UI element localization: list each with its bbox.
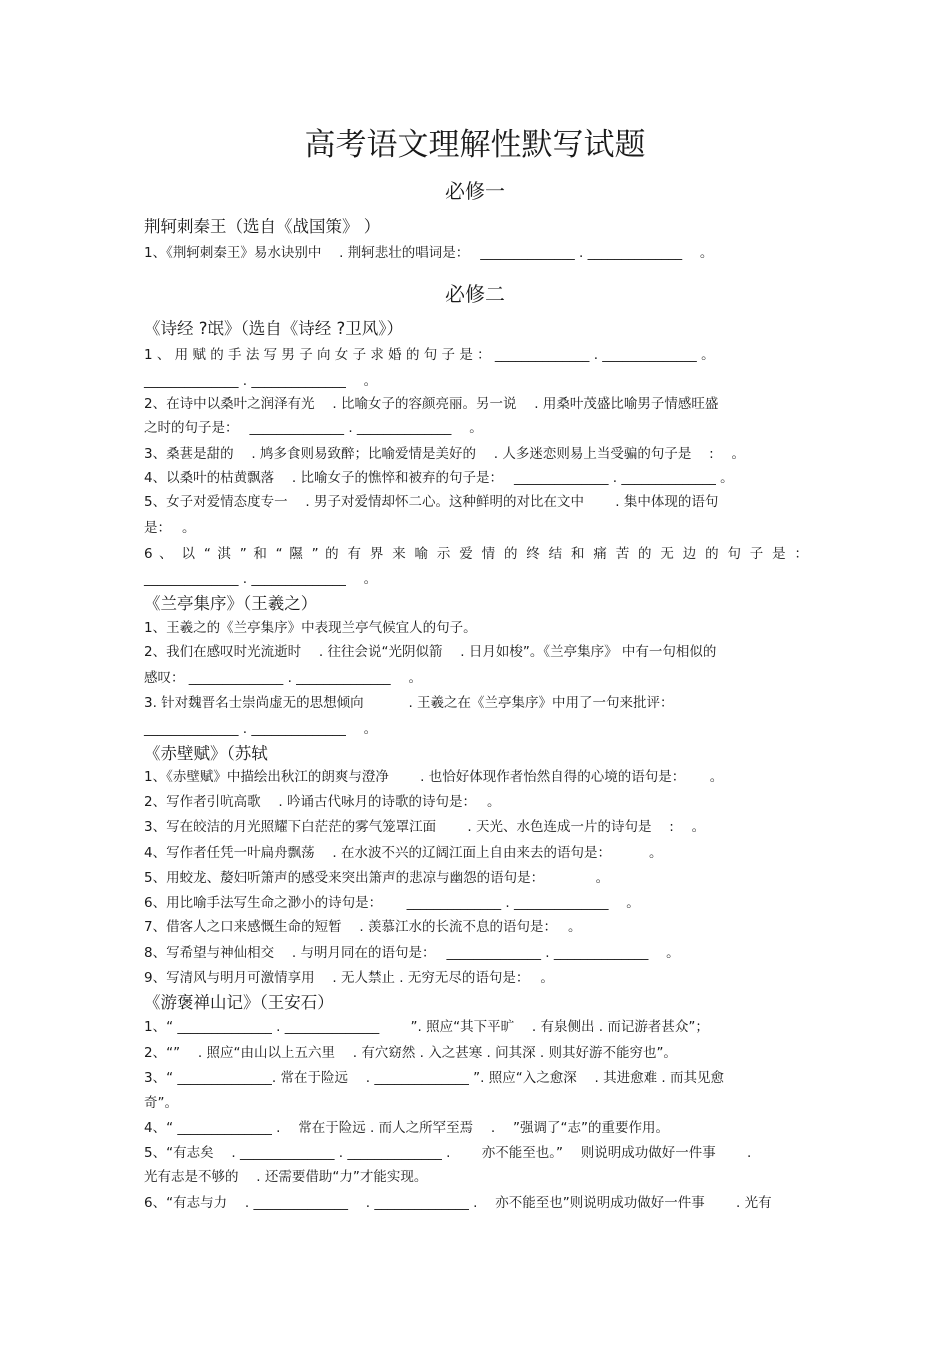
- question-line: 8、写希望与神仙相交 . 与明月同在的语句是： ______________ . ______________ 。: [144, 945, 680, 961]
- question-line: 1、《荆轲刺秦王》易水诀别中 . 荆轲悲壮的唱词是： ______________ . ______________ 。: [144, 245, 714, 261]
- heading-youbaochan: 《游褒禅山记》（王安石）: [144, 993, 334, 1012]
- question-line: 9、写清风与明月可激情享用 . 无人禁止 . 无穷无尽的语句是： 。: [144, 970, 554, 986]
- question-line: 1、“ ______________ . ______________ ”. 照应“其下平旷 . 有泉侧出 . 而记游者甚众”；: [144, 1019, 709, 1035]
- question-line: 2、我们在感叹时光流逝时 . 往往会说“光阴似箭 . 日月如梭”。《兰亭集序》 中有一句相似的: [144, 644, 717, 660]
- question-line: 光有志是不够的 . 还需要借助“力”才能实现。: [144, 1169, 428, 1185]
- question-line: 3、“ ______________. 常在于险远 . ______________ ”. 照应“入之愈深 . 其进愈难 . 而其见愈: [144, 1070, 724, 1086]
- section-heading-bixiu-1: 必修一: [445, 179, 505, 203]
- question-line: 感叹： ______________ . ______________ 。: [144, 670, 422, 686]
- question-line: 4、“ ______________ . 常在于险远 . 而人之所罕至焉 . ”强调了“志”的重要作用。: [144, 1120, 669, 1136]
- heading-lanting: 《兰亭集序》（王羲之）: [144, 594, 318, 613]
- section-heading-bixiu-2: 必修二: [445, 282, 505, 306]
- question-line: 2、在诗中以桑叶之润泽有光 . 比喻女子的容颜亮丽。另一说 . 用桑叶茂盛比喻男子情感旺盛: [144, 396, 719, 412]
- question-line: 奇”。: [144, 1095, 178, 1111]
- heading-jingke: 荆轲刺秦王（选自《战国策》 ）: [144, 217, 381, 236]
- question-line: 4、以桑叶的枯黄飘落 . 比喻女子的憔悴和被弃的句子是： ______________ . ______________ 。: [144, 470, 734, 486]
- question-line: 1 、 用 赋 的 手 法 写 男 子 向 女 子 求 婚 的 句 子 是 ： ______________ . ______________ 。: [144, 347, 715, 363]
- question-line: 2、写作者引吭高歌 . 吟诵古代咏月的诗歌的诗句是： 。: [144, 794, 501, 810]
- question-line: 4、写作者任凭一叶扁舟飘荡 . 在水波不兴的辽阔江面上自由来去的语句是： 。: [144, 845, 663, 861]
- question-line: 3、写在皎洁的月光照耀下白茫茫的雾气笼罩江面 . 天光、水色连成一片的诗句是 : 。: [144, 819, 706, 835]
- question-line: ______________ . ______________ 。: [144, 373, 378, 389]
- question-line: ______________ . ______________ 。: [144, 571, 378, 587]
- question-line: 之时的句子是： ______________ . ______________ 。: [144, 420, 483, 436]
- question-line: 7、借客人之口来感慨生命的短暂 . 羡慕江水的长流不息的语句是： 。: [144, 919, 582, 935]
- question-line: 5、“有志矣 . ______________ . ______________ . 亦不能至也。” 则说明成功做好一件事 .: [144, 1145, 752, 1161]
- heading-shijing-meng: 《诗经 ?氓》（选自《诗经 ?卫风》）: [144, 319, 404, 338]
- question-line: 3. 针对魏晋名士崇尚虚无的思想倾向 . 王羲之在《兰亭集序》中用了一句来批评：: [144, 695, 674, 711]
- question-line: 1、《赤壁赋》中描绘出秋江的朗爽与澄净 . 也恰好体现作者怡然自得的心境的语句是： 。: [144, 769, 724, 785]
- question-line: 1、王羲之的《兰亭集序》中表现兰亭气候宜人的句子。: [144, 620, 477, 636]
- question-line: ______________ . ______________ 。: [144, 721, 378, 737]
- question-line: 6 、 以 “ 淇 ” 和 “ 隰 ” 的 有 界 来 喻 示 爱 情 的 终 结 和 痛 苦 的 无 边 的 句 子 是 ：: [144, 546, 808, 562]
- question-line: 5、用蛟龙、嫠妇听箫声的感受来突出箫声的悲凉与幽怨的语句是： 。: [144, 870, 610, 886]
- heading-chibi: 《赤壁赋》（苏轼: [144, 744, 268, 763]
- question-line: 6、用比喻手法写生命之渺小的诗句是： ______________ . ______________ 。: [144, 895, 640, 911]
- question-line: 3、桑葚是甜的 . 鸠多食则易致醉；比喻爱情是美好的 . 人多迷恋则易上当受骗的句子是 : 。: [144, 446, 745, 462]
- question-line: 5、女子对爱情态度专一 . 男子对爱情却怀二心。这种鲜明的对比在文中 . 集中体现的语句: [144, 494, 719, 510]
- page-title: 高考语文理解性默写试题: [304, 127, 646, 163]
- question-line: 6、“有志与力 . ______________ . ______________ . 亦不能至也”则说明成功做好一件事 . 光有: [144, 1195, 772, 1211]
- question-line: 是： 。: [144, 520, 196, 536]
- question-line: 2、“” . 照应“由山以上五六里 . 有穴窈然 . 入之甚寒 . 问其深 . 则其好游不能穷也”。: [144, 1045, 677, 1061]
